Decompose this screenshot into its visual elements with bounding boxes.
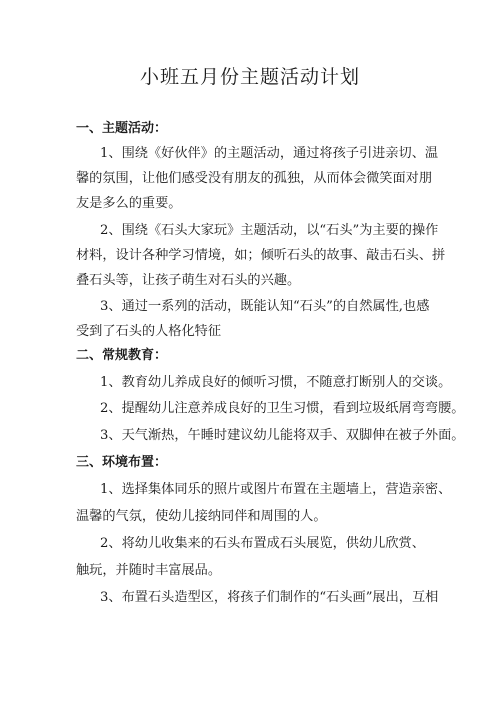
paragraph-line: 2、围绕《石头大家玩》主题活动，以“石头”为主要的操作 — [100, 223, 439, 238]
paragraph-line: 材料，设计各种学习情境，如；倾听石头的故事、敲击石头、拼 — [76, 248, 446, 263]
paragraph-line: 1、选择集体同乐的照片或图片布置在主题墙上，营造亲密、 — [100, 482, 452, 497]
paragraph-line: 触玩，并随时丰富展品。 — [76, 563, 222, 578]
paragraph-line: 1、围绕《好伙伴》的主题活动，通过将孩子引进亲切、温 — [100, 146, 439, 161]
paragraph-line: 馨的氛围，让他们感受没有朋友的孤独，从而体会微笑面对朋 — [76, 171, 433, 186]
paragraph-line: 3、通过一系列的活动，既能认知“石头”的自然属性,也感 — [100, 299, 430, 314]
paragraph-line: 2、将幼儿收集来的石头布置成石头展览，供幼儿欣赏、 — [100, 536, 425, 551]
section-heading-theme: 一、主题活动： — [76, 121, 168, 136]
list-item: 2、提醒幼儿注意养成良好的卫生习惯，看到垃圾纸屑弯弯腰。 — [100, 401, 465, 416]
paragraph-line: 受到了石头的人格化特征 — [76, 324, 222, 339]
paragraph-line: 友是多么的重要。 — [76, 196, 182, 211]
paragraph-line: 叠石头等，让孩子萌生对石头的兴趣。 — [76, 273, 301, 288]
list-item: 1、教育幼儿养成良好的倾听习惯，不随意打断别人的交谈。 — [100, 375, 452, 390]
list-item: 3、天气渐热，午睡时建议幼儿能将双手、双脚伸在被子外面。 — [100, 428, 465, 443]
section-heading-environment: 三、环境布置： — [76, 455, 168, 470]
paragraph-line: 温馨的气氛，使幼儿接纳同伴和周围的人。 — [76, 509, 327, 524]
document-title: 小班五月份主题活动计划 — [139, 66, 360, 88]
section-heading-routine: 二、常规教育： — [76, 348, 168, 363]
paragraph-line: 3、布置石头造型区，将孩子们制作的“石头画”展出，互相 — [100, 590, 439, 605]
